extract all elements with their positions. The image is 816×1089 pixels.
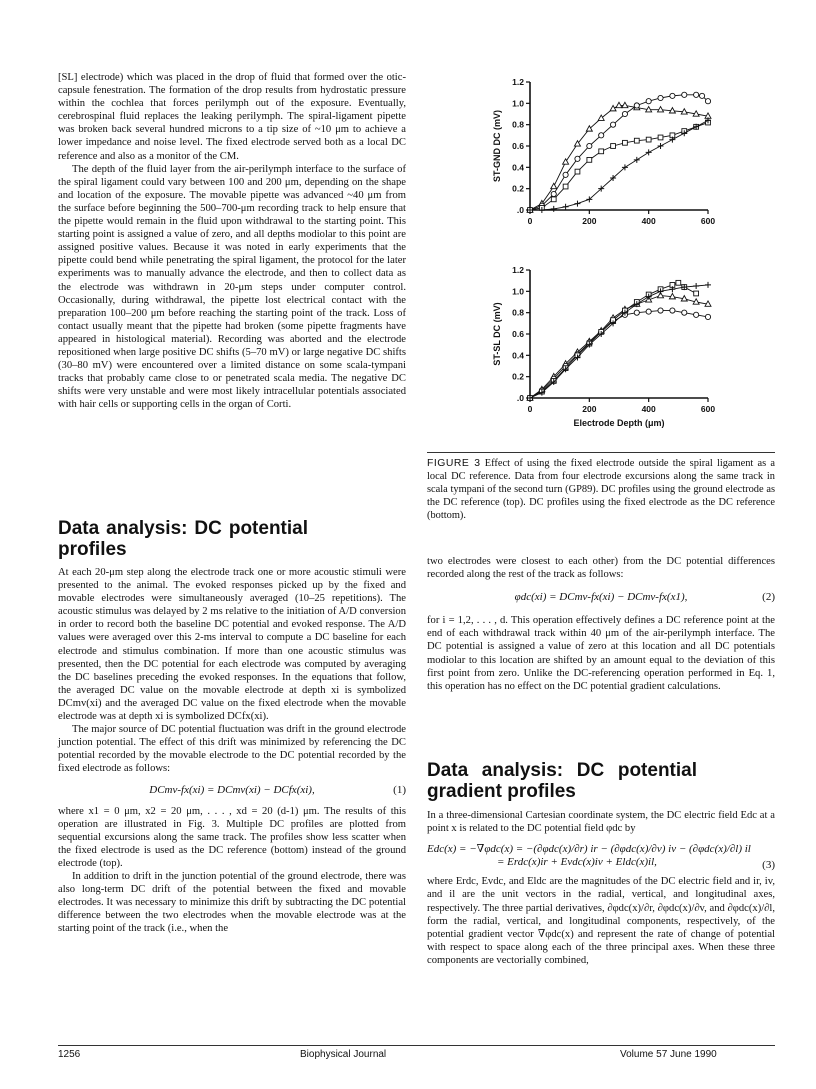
journal-name: Biophysical Journal	[300, 1049, 387, 1060]
data-point-circle	[658, 308, 663, 313]
series-line-triangle	[530, 296, 708, 398]
figure-3	[470, 70, 730, 450]
x-tick-label: 0	[527, 404, 533, 414]
right-column-body	[427, 809, 775, 967]
data-point-circle	[575, 156, 580, 161]
data-point-square	[658, 135, 663, 140]
series-line-circle	[530, 311, 708, 398]
data-point-triangle	[610, 105, 616, 110]
data-point-square	[676, 280, 681, 285]
data-point-circle	[682, 92, 687, 97]
data-point-circle	[610, 122, 615, 127]
x-tick-label: 200	[582, 216, 597, 226]
data-point-circle	[599, 133, 604, 138]
y-tick-label: 0.8	[512, 119, 524, 130]
data-point-cross	[658, 143, 664, 149]
y-tick-label: .0	[516, 205, 524, 215]
paragraph: where Erdc, Evdc, and Eldc are the magnitudes of the DC electric field and ir, iv, and il are the unit vectors in the radial, vertical, and longitudinal axes, respectively. The three partial derivatives, ∂φdc(x)/∂r, ∂φdc(x)/∂v, and ∂φdc(x)/∂l, form the radial, vertical, and longitudinal components, respectively, of the potential gradient vector ∇φdc(x) and represent the rate of change of potential with respect to space along each of the three principal axes. When these three components are vectorially combined,	[427, 876, 775, 966]
left-column-body	[58, 566, 406, 936]
data-point-circle	[694, 312, 699, 317]
equation-3	[427, 843, 775, 872]
data-point-cross	[551, 206, 557, 212]
data-point-square	[611, 144, 616, 149]
data-point-cross	[693, 283, 699, 289]
y-tick-label: 1.0	[512, 286, 524, 297]
figure-caption	[427, 457, 775, 522]
series-line-cross	[530, 285, 708, 398]
paragraph: two electrodes were closest to each other) from the DC potential differences recorded along the rest of the track as follows:	[427, 556, 775, 581]
y-tick-label: 0.6	[512, 141, 524, 151]
right-column	[427, 555, 775, 693]
equation-text: DCmv-fx(xi) = DCmv(xi) − DCfx(xi),	[149, 783, 315, 796]
equation-line: = Erdc(x)ir + Evdc(x)iv + Eldc(x)il,	[497, 856, 657, 869]
paragraph: where x1 = 0 μm, x2 = 20 μm, . . . , xd = 20 (d-1) μm. The results of this operation are illustrated in Fig. 3. Multiple DC profiles are plotted from sequential excursions along the same track. The profiles show less scatter when the fixed electrode is used as the DC reference (bottom) instead of the ground electrode (top).	[58, 805, 406, 869]
data-point-square	[646, 137, 651, 142]
y-tick-label: 0.4	[512, 350, 524, 361]
chart-top	[492, 77, 715, 226]
data-point-cross	[574, 201, 580, 207]
paragraph: At each 20-μm step along the electrode track one or more acoustic stimuli were presented to the animal. The evoked responses picked up by the fixed and movable electrodes were simultaneously averaged (10–25 repetitions). The acoustic stimulus was delayed by 2 ms relative to the initiation of A/D conversion in order to record both the baseline DC potential and evoked response. The A/D values were averaged over this 2-ms interval to compute a DC baseline for each electrode and stimulus combination. If more than one acoustic stimulus was presented, then the DC potential for each electrode was computed by averaging the DC baselines preceding the evoked responses. In the equations that follow, the averaged DC value on the movable electrode at depth xi is symbolized DCmv(xi) and the averaged DC value on the fixed electrode when the movable electrode was at depth xi is symbolized DCfx(xi).	[58, 567, 406, 723]
chart-bottom	[492, 265, 715, 428]
data-point-circle	[699, 93, 704, 98]
data-point-cross	[705, 282, 711, 288]
y-axis-label: ST-GND DC (mV)	[492, 110, 502, 182]
data-point-triangle	[658, 107, 664, 112]
y-tick-label: 0.8	[512, 307, 524, 318]
data-point-cross	[646, 149, 652, 155]
data-point-circle	[563, 172, 568, 177]
y-tick-label: 1.2	[512, 265, 524, 275]
data-point-triangle	[598, 115, 604, 120]
y-tick-label: .0	[516, 393, 524, 403]
data-point-square	[694, 291, 699, 296]
y-tick-label: 1.2	[512, 77, 524, 87]
x-tick-label: 200	[582, 404, 597, 414]
data-point-square	[623, 140, 628, 145]
paragraph: The major source of DC potential fluctuation was drift in the ground electrode junction potential. The effect of this drift was minimized by referencing the DC potential recorded by the movable electrode to the DC potential recorded by the fixed electrode as follows:	[58, 724, 406, 775]
left-column	[58, 71, 406, 411]
data-point-circle	[634, 310, 639, 315]
data-point-triangle	[622, 102, 628, 107]
data-point-square	[599, 149, 604, 154]
data-point-circle	[705, 314, 710, 319]
data-point-circle	[622, 111, 627, 116]
equation-number: (1)	[393, 783, 406, 796]
data-point-square	[563, 184, 568, 189]
x-tick-label: 600	[700, 404, 716, 414]
equation-1	[58, 784, 406, 797]
data-point-circle	[551, 191, 556, 196]
series-line-square	[530, 123, 708, 210]
page-number: 1256	[58, 1049, 81, 1060]
data-point-circle	[587, 143, 592, 148]
y-axis-label: ST-SL DC (mV)	[492, 302, 502, 366]
x-tick-label: 400	[641, 216, 656, 226]
equation-line: Edc(x) = −∇φdc(x) = −(∂φdc(x)/∂r) ir − (∂φdc(x)/∂v) iv − (∂φdc(x)/∂l) il	[427, 843, 751, 856]
data-point-circle	[658, 95, 663, 100]
x-tick-label: 400	[641, 404, 656, 414]
data-point-circle	[646, 309, 651, 314]
paragraph: The depth of the fluid layer from the air-perilymph interface to the surface of the spiral ligament could vary between 100 and 200 μm, depending on the shape and location of the exposure. The movable pipette was advanced ~40 μm from the surface before beginning the 500–700-μm recording track to help ensure that the pipette would remain in the fluid upon withdrawal to the starting point. This starting point is assigned a value of zero, and all depths modiolar to this point are assigned positive values. Because it was noted in early experiments that the pipette could bend while penetrating the spiral ligament, the protocol for the later experiments was to manually advance the electrode, and then to collect data as the electrode was withdrawn in 20-μm steps under computer control. Occasionally, during withdrawal, the pipette lost electrical contact with the preparation 100–200 μm before reaching the starting point of the track. Loss of contact usually meant that the pipette had broken (some pipette fragments have appeared in histological material). Recording was aborted and the electrode repositioned when large positive DC shifts (5–70 mV) or large negative DC shifts (30–80 mV) were encountered over a limited distance on some scala-tympani tracks that probably came close to or penetrated scala media. The negative DC shifts were very unstable and were most likely intracellular potentials associated with hair cells or supporting cells in the organ of Corti.	[58, 163, 406, 411]
section-heading: Data analysis: DC potential gradient profiles	[427, 760, 697, 802]
caption-text: Effect of using the fixed electrode outside the spiral ligament as a local DC reference. Data from four electrode excursions along the same track in scala tympani of the second turn (GP89). DC profiles using the ground electrode as the DC reference (top). DC profiles using the fixed electrode as the DC reference (bottom).	[427, 458, 775, 521]
y-tick-label: 0.2	[512, 183, 524, 194]
paragraph: [SL] electrode) which was placed in the drop of fluid that formed over the otic-capsule fenestration. The formation of the drop results from hydrostatic pressure within the cochlea that forces perilymph out of the exposure. Eventually, cerebrospinal fluid replaces the leaking perilymph. The spiral-ligament pipette was broken back several hundred microns to a tip size of ~10 μm to achieve a lower impedance and noise level. The fixed electrode served both as a local DC reference and also as a monitor of the CM.	[58, 72, 406, 162]
data-point-circle	[682, 310, 687, 315]
left-column-section	[58, 518, 406, 560]
paragraph: for i = 1,2, . . . , d. This operation effectively defines a DC reference point at the end of each withdrawal track within 40 μm of the air-perilymph interface. The DC potential is assigned a value of zero at this location and all DC potentials modiolar to this location are shifted by an amount equal to the deviation of this first point from zero. Unlike the DC-referencing operation performed in Eq. 1, this operation has no effect on the DC potential gradient calculations.	[427, 615, 775, 692]
data-point-circle	[670, 93, 675, 98]
x-tick-label: 600	[700, 216, 716, 226]
y-tick-label: 0.2	[512, 371, 524, 382]
y-tick-label: 0.6	[512, 329, 524, 339]
x-axis-label: Electrode Depth (μm)	[573, 418, 665, 428]
equation-text: φdc(xi) = DCmv-fx(xi) − DCmv-fx(x1),	[514, 591, 688, 604]
x-tick-label: 0	[527, 216, 533, 226]
series-line-circle	[530, 95, 708, 210]
paragraph: In a three-dimensional Cartesian coordinate system, the DC electric field Edc at a point x is related to the DC potential field φdc by	[427, 810, 775, 835]
data-point-circle	[694, 92, 699, 97]
data-point-cross	[563, 204, 569, 210]
section-heading: Data analysis: DC potential profiles	[58, 518, 308, 560]
data-point-square	[634, 138, 639, 143]
data-point-circle	[646, 99, 651, 104]
paragraph: In addition to drift in the junction potential of the ground electrode, there was also long-term DC drift of the potential between the fixed and movable electrodes. It was necessary to minimize this drift by subtracting the DC potential difference between the two electrodes when the movable electrode was at the starting point of the track (i.e., when the	[58, 871, 406, 935]
data-point-cross	[634, 157, 640, 163]
volume-info: Volume 57 June 1990	[620, 1049, 717, 1060]
equation-2	[427, 591, 775, 604]
footer-rule	[58, 1045, 775, 1046]
data-point-square	[587, 157, 592, 162]
data-point-triangle	[616, 102, 622, 107]
equation-number: (3)	[762, 859, 775, 872]
equation-number: (2)	[762, 591, 775, 604]
caption-rule	[427, 452, 775, 453]
data-point-square	[551, 197, 556, 202]
data-point-circle	[670, 308, 675, 313]
right-column-section	[427, 760, 775, 802]
caption-label: FIGURE 3	[427, 458, 481, 469]
data-point-circle	[634, 103, 639, 108]
y-tick-label: 0.4	[512, 162, 524, 173]
data-point-square	[575, 169, 580, 174]
y-tick-label: 1.0	[512, 98, 524, 109]
data-point-circle	[705, 99, 710, 104]
data-point-triangle	[551, 183, 557, 188]
